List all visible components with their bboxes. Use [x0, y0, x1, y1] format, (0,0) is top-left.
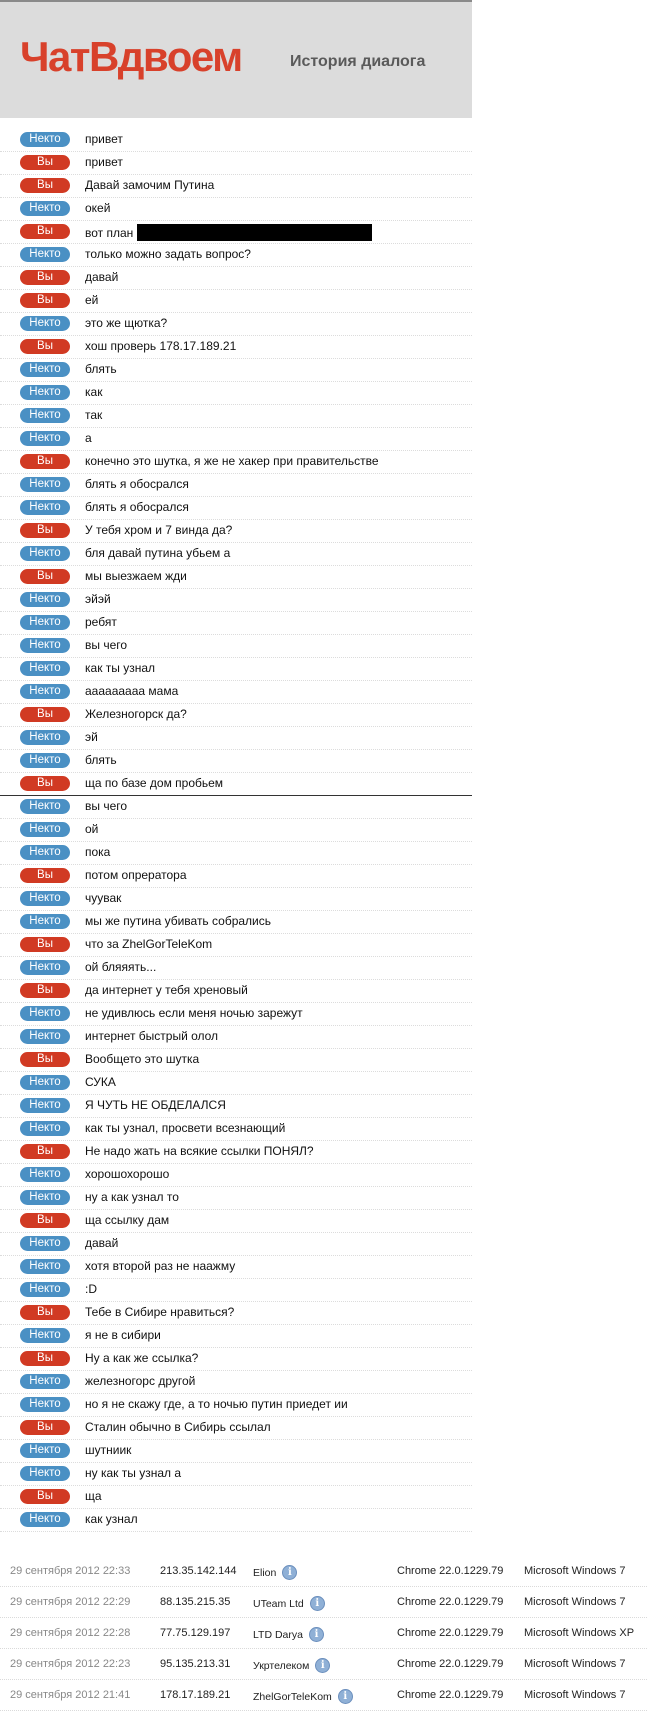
session-row [0, 1618, 647, 1649]
message-row [0, 221, 472, 244]
session-os: Microsoft Windows 7 [524, 1596, 626, 1608]
message-text-wrap [85, 1029, 218, 1044]
message-text-wrap [85, 201, 110, 216]
message-text: конечно это шутка, я же не хакер при правительстве [85, 454, 379, 468]
sender-badge-you: Вы [20, 155, 70, 170]
sender-badge-you: Вы [20, 1351, 70, 1366]
message-text-wrap [85, 523, 232, 538]
message-text: мы выезжаем жди [85, 569, 187, 583]
message-row [0, 1348, 472, 1371]
message-text: СУКА [85, 1075, 116, 1089]
message-text: только можно задать вопрос? [85, 247, 251, 261]
message-row [0, 267, 472, 290]
message-text: а [85, 431, 92, 445]
message-text-wrap [85, 1075, 116, 1090]
message-text: ой [85, 822, 99, 836]
message-text: Давай замочим Путина [85, 178, 215, 192]
message-row [0, 497, 472, 520]
session-ip: 88.135.215.35 [160, 1596, 231, 1608]
message-text: ну как ты узнал а [85, 1466, 181, 1480]
message-row [0, 1003, 472, 1026]
message-row [0, 1026, 472, 1049]
message-text-wrap [85, 1167, 169, 1182]
sender-badge-you: Вы [20, 1420, 70, 1435]
message-text-wrap [85, 707, 187, 722]
message-text: эй [85, 730, 98, 744]
sender-badge-you: Вы [20, 1489, 70, 1504]
sender-badge-stranger: Некто [20, 730, 70, 745]
message-text: эйэй [85, 592, 111, 606]
session-table [0, 1556, 647, 1711]
message-text: блять я обосрался [85, 477, 189, 491]
message-row [0, 934, 472, 957]
message-text: ща [85, 1489, 102, 1503]
sender-badge-you: Вы [20, 1144, 70, 1159]
redaction-bar [137, 224, 372, 241]
message-text-wrap [85, 1420, 271, 1435]
message-row [0, 336, 472, 359]
message-text-wrap [85, 1213, 169, 1228]
sender-badge-stranger: Некто [20, 1374, 70, 1389]
session-os: Microsoft Windows 7 [524, 1689, 626, 1701]
message-text: что за ZhelGorTeleKom [85, 937, 213, 951]
message-text-wrap [85, 270, 118, 285]
session-date: 29 сентября 2012 22:28 [10, 1627, 131, 1639]
sender-badge-stranger: Некто [20, 1167, 70, 1182]
message-row [0, 129, 472, 152]
sender-badge-you: Вы [20, 293, 70, 308]
message-row [0, 1463, 472, 1486]
message-row [0, 1187, 472, 1210]
message-text: да интернет у тебя хреновый [85, 983, 248, 997]
message-row [0, 1325, 472, 1348]
session-browser: Chrome 22.0.1229.79 [397, 1658, 504, 1670]
message-text-wrap [85, 546, 230, 561]
message-text-wrap [85, 362, 117, 377]
sender-badge-stranger: Некто [20, 431, 70, 446]
message-text-wrap [85, 1443, 131, 1458]
message-row [0, 1095, 472, 1118]
message-row [0, 865, 472, 888]
message-text-wrap [85, 385, 102, 400]
message-row [0, 589, 472, 612]
chat-log [0, 129, 472, 1532]
message-text-wrap [85, 937, 212, 952]
sender-badge-you: Вы [20, 339, 70, 354]
message-row [0, 1440, 472, 1463]
session-date: 29 сентября 2012 21:41 [10, 1689, 131, 1701]
message-text: мы же путина убивать собрались [85, 914, 272, 928]
sender-badge-stranger: Некто [20, 638, 70, 653]
message-text-wrap [85, 569, 187, 584]
message-text-wrap [85, 1121, 285, 1136]
session-os: Microsoft Windows XP [524, 1627, 635, 1639]
message-text-wrap [85, 638, 127, 653]
message-text: это же щютка? [85, 316, 168, 330]
session-isp [253, 1565, 297, 1580]
sender-badge-stranger: Некто [20, 592, 70, 607]
session-isp [253, 1627, 324, 1642]
site-logo[interactable]: ЧатВдвоем [20, 33, 242, 80]
message-row [0, 1486, 472, 1509]
message-text-wrap [85, 799, 127, 814]
sender-badge-stranger: Некто [20, 1121, 70, 1136]
message-row [0, 1164, 472, 1187]
session-browser: Chrome 22.0.1229.79 [397, 1627, 504, 1639]
message-text-wrap [85, 477, 189, 492]
sender-badge-stranger: Некто [20, 615, 70, 630]
sender-badge-stranger: Некто [20, 1328, 70, 1343]
sender-badge-you: Вы [20, 224, 70, 239]
message-text: блять [85, 362, 117, 376]
message-row [0, 1371, 472, 1394]
sender-badge-stranger: Некто [20, 822, 70, 837]
sender-badge-stranger: Некто [20, 546, 70, 561]
message-text-wrap [85, 454, 379, 469]
message-text: пока [85, 845, 111, 859]
sender-badge-stranger: Некто [20, 500, 70, 515]
message-text: я не в сибири [85, 1328, 161, 1342]
message-text: как [85, 385, 103, 399]
message-text: Железногорск да? [85, 707, 187, 721]
message-text: блять я обосрался [85, 500, 189, 514]
message-text-wrap [85, 776, 223, 791]
message-row [0, 1417, 472, 1440]
info-icon[interactable]: i [310, 1596, 325, 1611]
sender-badge-stranger: Некто [20, 385, 70, 400]
message-text-wrap [85, 1144, 314, 1159]
message-row [0, 1302, 472, 1325]
sender-badge-you: Вы [20, 1305, 70, 1320]
message-text: бля давай путина убьем а [85, 546, 231, 560]
sender-badge-stranger: Некто [20, 1443, 70, 1458]
message-row [0, 543, 472, 566]
session-row [0, 1680, 647, 1711]
message-text-wrap [85, 500, 189, 515]
message-text: ребят [85, 615, 117, 629]
message-text-wrap [85, 155, 123, 170]
message-row [0, 1141, 472, 1164]
message-text: шутниик [85, 1443, 132, 1457]
session-row [0, 1649, 647, 1680]
message-text-wrap [85, 868, 187, 883]
message-text: потом опрератора [85, 868, 187, 882]
message-row [0, 957, 472, 980]
message-text-wrap [85, 431, 92, 446]
message-row [0, 635, 472, 658]
session-date: 29 сентября 2012 22:29 [10, 1596, 131, 1608]
session-os: Microsoft Windows 7 [524, 1658, 626, 1670]
message-row [0, 313, 472, 336]
message-row [0, 1049, 472, 1072]
sender-badge-stranger: Некто [20, 891, 70, 906]
sender-badge-stranger: Некто [20, 477, 70, 492]
session-isp [253, 1658, 330, 1673]
message-row [0, 1118, 472, 1141]
message-text-wrap [85, 408, 102, 423]
message-text-wrap [85, 1489, 102, 1504]
message-text-wrap [85, 914, 271, 929]
session-date: 29 сентября 2012 22:23 [10, 1658, 131, 1670]
message-text: Ну а как же ссылка? [85, 1351, 199, 1365]
message-text: давай [85, 270, 119, 284]
message-text-wrap [85, 822, 98, 837]
message-row [0, 428, 472, 451]
sender-badge-you: Вы [20, 270, 70, 285]
sender-badge-stranger: Некто [20, 201, 70, 216]
message-row [0, 1210, 472, 1233]
message-row [0, 175, 472, 198]
message-text-wrap [85, 316, 167, 331]
message-row [0, 773, 472, 796]
page-header [0, 0, 472, 118]
message-text-wrap [85, 1466, 181, 1481]
message-text-wrap [85, 661, 155, 676]
message-text: как ты узнал, просвети всезнающий [85, 1121, 286, 1135]
message-text: так [85, 408, 103, 422]
message-row [0, 796, 472, 819]
info-icon[interactable]: i [338, 1689, 353, 1704]
session-row [0, 1587, 647, 1618]
sender-badge-you: Вы [20, 1213, 70, 1228]
message-text-wrap [85, 1190, 179, 1205]
sender-badge-stranger: Некто [20, 960, 70, 975]
message-row [0, 405, 472, 428]
message-text-wrap [85, 1259, 235, 1274]
message-text-wrap [85, 1351, 198, 1366]
sender-badge-stranger: Некто [20, 1397, 70, 1412]
sender-badge-stranger: Некто [20, 1282, 70, 1297]
sender-badge-you: Вы [20, 1052, 70, 1067]
sender-badge-stranger: Некто [20, 1466, 70, 1481]
message-row [0, 704, 472, 727]
message-text: Сталин обычно в Сибирь ссылал [85, 1420, 271, 1434]
sender-badge-stranger: Некто [20, 316, 70, 331]
sender-badge-stranger: Некто [20, 132, 70, 147]
message-text: интернет быстрый олол [85, 1029, 219, 1043]
message-text: :D [85, 1282, 97, 1296]
message-text-wrap [85, 1328, 161, 1343]
message-row [0, 980, 472, 1003]
message-text: железногорс другой [85, 1374, 196, 1388]
sender-badge-you: Вы [20, 454, 70, 469]
session-browser: Chrome 22.0.1229.79 [397, 1565, 504, 1577]
message-text: ща по базе дом пробьем [85, 776, 224, 790]
message-text-wrap [85, 178, 214, 193]
message-text-wrap [85, 1052, 199, 1067]
sender-badge-stranger: Некто [20, 1075, 70, 1090]
message-text-wrap [85, 339, 236, 354]
message-text: блять [85, 753, 117, 767]
message-row [0, 520, 472, 543]
session-date: 29 сентября 2012 22:33 [10, 1565, 131, 1577]
message-text-wrap [85, 293, 98, 308]
message-text: ей [85, 293, 99, 307]
sender-badge-stranger: Некто [20, 247, 70, 262]
sender-badge-stranger: Некто [20, 1006, 70, 1021]
session-isp-label: UTeam Ltd [253, 1598, 304, 1610]
message-text-wrap [85, 224, 372, 241]
sender-badge-stranger: Некто [20, 684, 70, 699]
message-row [0, 842, 472, 865]
message-text-wrap [85, 132, 123, 147]
message-text: Тебе в Сибире нравиться? [85, 1305, 235, 1319]
message-row [0, 888, 472, 911]
message-row [0, 244, 472, 267]
info-icon[interactable]: i [315, 1658, 330, 1673]
message-text: ааааааааа мама [85, 684, 179, 698]
message-text: ща ссылку дам [85, 1213, 170, 1227]
sender-badge-you: Вы [20, 937, 70, 952]
message-row [0, 451, 472, 474]
message-text-wrap [85, 1512, 138, 1527]
sender-badge-you: Вы [20, 707, 70, 722]
message-row [0, 152, 472, 175]
message-text-wrap [85, 1282, 97, 1297]
message-row [0, 359, 472, 382]
message-text-wrap [85, 1006, 303, 1021]
message-text-wrap [85, 845, 110, 860]
message-row [0, 1256, 472, 1279]
session-browser: Chrome 22.0.1229.79 [397, 1689, 504, 1701]
message-text: ну а как узнал то [85, 1190, 179, 1204]
message-text-wrap [85, 1098, 226, 1113]
info-icon[interactable]: i [309, 1627, 324, 1642]
session-isp [253, 1596, 325, 1611]
session-row [0, 1556, 647, 1587]
page-subtitle: История диалога [290, 53, 426, 70]
message-row [0, 658, 472, 681]
message-row [0, 819, 472, 842]
message-row [0, 198, 472, 221]
session-isp-label: Elion [253, 1567, 277, 1579]
message-text: хотя второй раз не наажму [85, 1259, 236, 1273]
sender-badge-stranger: Некто [20, 1512, 70, 1527]
sender-badge-you: Вы [20, 523, 70, 538]
message-text-wrap [85, 1374, 195, 1389]
sender-badge-you: Вы [20, 178, 70, 193]
message-text: как узнал [85, 1512, 138, 1526]
sender-badge-stranger: Некто [20, 408, 70, 423]
sender-badge-stranger: Некто [20, 1029, 70, 1044]
message-text-wrap [85, 730, 98, 745]
message-text: Вообщето это шутка [85, 1052, 200, 1066]
sender-badge-you: Вы [20, 983, 70, 998]
sender-badge-stranger: Некто [20, 799, 70, 814]
sender-badge-stranger: Некто [20, 1236, 70, 1251]
sender-badge-you: Вы [20, 569, 70, 584]
sender-badge-stranger: Некто [20, 753, 70, 768]
message-text-wrap [85, 891, 121, 906]
sender-badge-stranger: Некто [20, 845, 70, 860]
message-text-wrap [85, 684, 178, 699]
session-browser: Chrome 22.0.1229.79 [397, 1596, 504, 1608]
session-os: Microsoft Windows 7 [524, 1565, 626, 1577]
message-text: окей [85, 201, 111, 215]
message-row [0, 681, 472, 704]
sender-badge-you: Вы [20, 776, 70, 791]
message-text: хорошохорошо [85, 1167, 170, 1181]
message-text: Не надо жать на всякие ссылки ПОНЯЛ? [85, 1144, 314, 1158]
message-text: У тебя хром и 7 винда да? [85, 523, 233, 537]
sender-badge-stranger: Некто [20, 1098, 70, 1113]
message-text: вы чего [85, 638, 128, 652]
message-text-wrap [85, 983, 248, 998]
sender-badge-stranger: Некто [20, 661, 70, 676]
message-text: как ты узнал [85, 661, 156, 675]
message-row [0, 474, 472, 497]
session-isp-label: Укртелеком [253, 1660, 310, 1672]
message-text-wrap [85, 960, 156, 975]
message-text: давай [85, 1236, 119, 1250]
session-isp-label: LTD Darya [253, 1629, 303, 1641]
message-row [0, 1509, 472, 1532]
sender-badge-stranger: Некто [20, 914, 70, 929]
sender-badge-you: Вы [20, 868, 70, 883]
message-text: но я не скажу где, а то ночью путин приедет ии [85, 1397, 348, 1411]
message-row [0, 1072, 472, 1095]
message-row [0, 382, 472, 405]
session-ip: 178.17.189.21 [160, 1689, 231, 1701]
message-text-wrap [85, 592, 111, 607]
message-text-wrap [85, 1236, 118, 1251]
message-text: привет [85, 132, 123, 146]
message-text: ой бляяять... [85, 960, 157, 974]
message-row [0, 727, 472, 750]
message-text: вот план [85, 226, 134, 240]
message-text: хош проверь 178.17.189.21 [85, 339, 237, 353]
message-text: Я ЧУТЬ НЕ ОБДЕЛАЛСЯ [85, 1098, 226, 1112]
session-isp [253, 1689, 353, 1704]
message-row [0, 1279, 472, 1302]
message-text-wrap [85, 1305, 234, 1320]
message-row [0, 1233, 472, 1256]
message-text-wrap [85, 1397, 348, 1412]
info-icon[interactable]: i [282, 1565, 297, 1580]
message-row [0, 911, 472, 934]
session-ip: 95.135.213.31 [160, 1658, 231, 1670]
sender-badge-stranger: Некто [20, 1190, 70, 1205]
message-text: вы чего [85, 799, 128, 813]
message-text-wrap [85, 247, 251, 262]
session-ip: 213.35.142.144 [160, 1565, 237, 1577]
message-row [0, 1394, 472, 1417]
message-row [0, 566, 472, 589]
session-isp-label: ZhelGorTeleKom [253, 1691, 332, 1703]
sender-badge-stranger: Некто [20, 362, 70, 377]
message-text: чуувак [85, 891, 122, 905]
message-row [0, 612, 472, 635]
message-text: привет [85, 155, 123, 169]
message-text-wrap [85, 753, 117, 768]
message-row [0, 750, 472, 773]
message-text: не удивлюсь если меня ночью зарежут [85, 1006, 303, 1020]
session-ip: 77.75.129.197 [160, 1627, 231, 1639]
sender-badge-stranger: Некто [20, 1259, 70, 1274]
message-row [0, 290, 472, 313]
message-text-wrap [85, 615, 117, 630]
